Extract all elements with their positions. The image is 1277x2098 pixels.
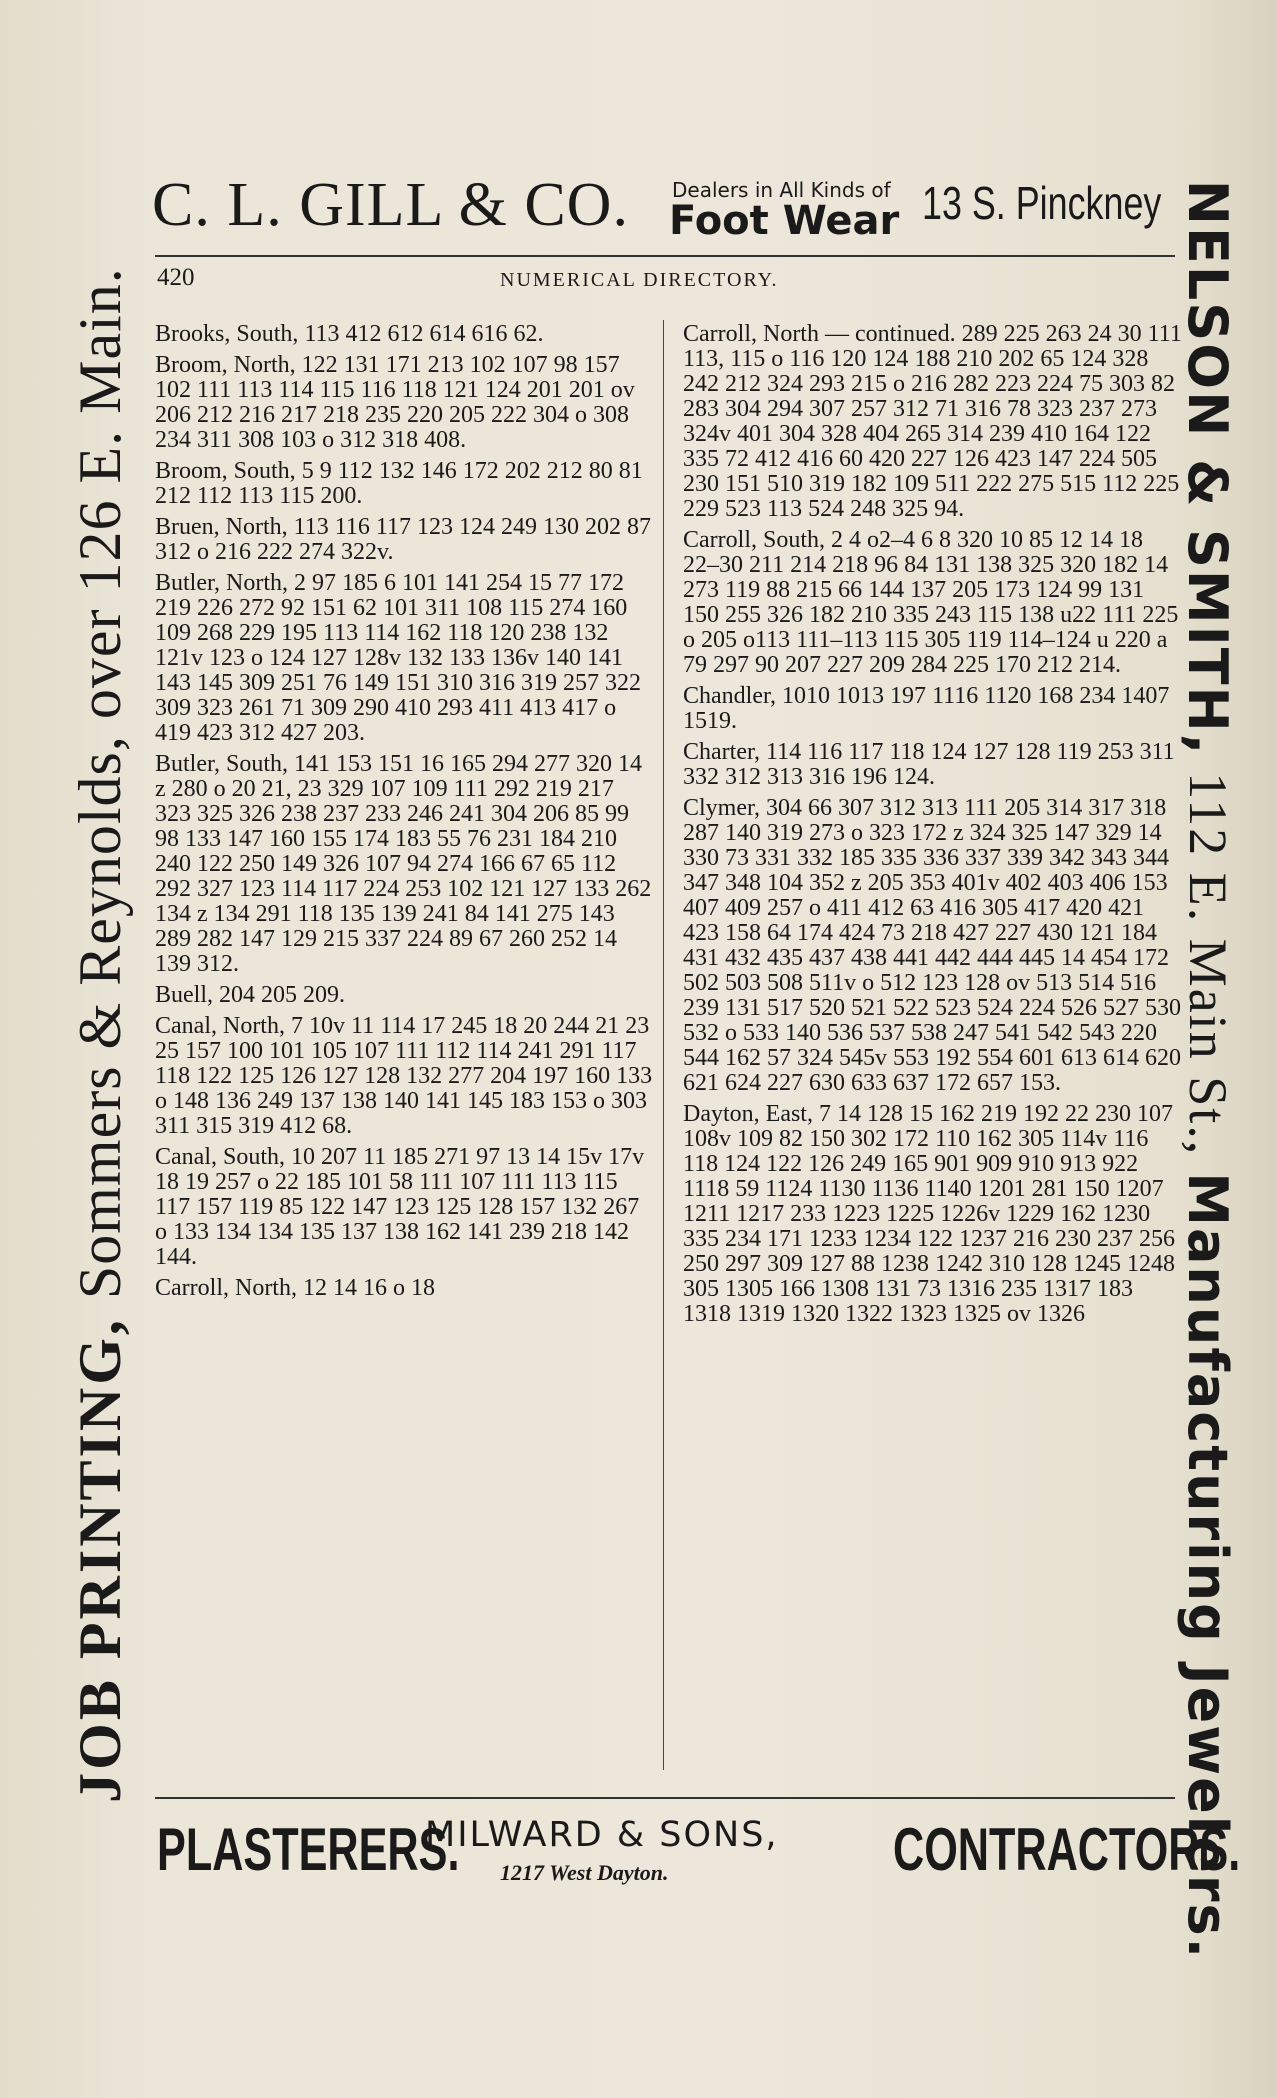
street-entry [155, 571, 655, 746]
house-numbers: 7 10v 11 114 17 245 18 20 244 21 23 25 157 100 101 105 107 111 112 114 241 291 117 118 122 125 126 127 128 132 277 204 197 160 133 o 148 136 249 137 138 140 141 145 183 153 o 303 311 315 319 412 68. [155, 1013, 653, 1139]
street-entry [155, 983, 655, 1008]
side-advertisement-right [1173, 175, 1243, 1965]
house-numbers: 289 225 263 24 30 111 113, 115 o 116 120 124 188 210 202 65 124 328 242 212 324 293 215 o 216 282 223 224 75 303 82 283 304 294 307 257 312 71 316 78 323 237 273 324v 401 304 328 404 265 314 239 410 164 122 335 72 412 416 60 420 227 126 423 147 224 505 230 151 510 319 182 109 511 222 275 515 112 225 229 523 113 524 248 325 94. [683, 321, 1182, 522]
street-name: Dayton, East, [683, 1101, 813, 1127]
street-entry [155, 459, 655, 509]
dealers-text: Dealers in All Kinds of [672, 178, 891, 202]
street-name: Carroll, North, [155, 1275, 297, 1301]
house-numbers: 5 9 112 132 146 172 202 212 80 81 212 112 113 115 200. [155, 458, 643, 509]
street-name: Canal, North, [155, 1013, 285, 1039]
house-numbers: 304 66 307 312 313 111 205 314 317 318 287 140 319 273 o 323 172 z 324 325 147 329 14 330 73 331 332 185 335 336 337 339 342 343 344 347 348 104 352 z 205 353 401v 402 403 406 153 407 409 257 o 411 412 63 416 305 417 420 421 423 158 64 174 424 73 218 427 227 430 121 184 431 432 435 437 438 441 442 444 445 14 454 172 502 503 508 511v o 512 123 128 ov 513 514 516 239 131 517 520 521 522 523 524 224 526 527 530 532 o 533 140 536 537 538 247 541 542 543 220 544 162 57 324 545v 553 192 554 601 613 614 620 621 624 227 630 633 637 172 657 153. [683, 795, 1181, 1096]
house-numbers: 10 207 11 185 271 97 13 14 15v 17v 18 19 257 o 22 185 101 58 111 107 111 113 115 117 157 119 85 122 147 123 125 128 157 132 267 o 133 134 134 135 137 138 162 141 239 218 142 144. [155, 1144, 645, 1270]
right-column [683, 322, 1183, 1333]
header-rule [155, 255, 1175, 257]
foot-wear-text: Foot Wear [669, 198, 900, 244]
street-name: Charter, [683, 739, 761, 765]
house-numbers: 204 205 209. [219, 982, 345, 1008]
house-numbers: 7 14 128 15 162 219 192 22 230 107 108v 109 82 150 302 172 110 162 305 114v 116 118 124 122 126 249 165 901 909 910 913 922 1118 59 1124 1130 1136 1140 1201 281 150 1207 1211 1217 233 1223 1225 1226v 1229 162 1230 335 234 171 1233 1234 122 1237 216 230 237 256 250 297 309 127 88 1238 1242 310 128 1245 1248 305 1305 166 1308 131 73 1316 235 1317 183 1318 1319 1320 1322 1323 1325 ov 1326 [683, 1101, 1175, 1327]
sommers-reynolds-text: Sommers & Reynolds, over 126 E. Main. [66, 267, 133, 1300]
house-numbers: 12 14 16 o 18 [302, 1275, 435, 1301]
milward-sons-text: MILWARD & SONS, [425, 1815, 779, 1855]
street-name: Carroll, North — continued. [683, 321, 956, 347]
contractors-text: CONTRACTORS. [893, 1816, 1241, 1883]
column-divider [663, 320, 664, 1770]
page-number: 420 [157, 264, 195, 291]
street-entry [683, 684, 1183, 734]
nelson-smith-text: NELSON & SMITH, [1176, 179, 1240, 757]
footer-rule [155, 1797, 1175, 1799]
plasterers-text: PLASTERERS. [157, 1816, 460, 1883]
company-address: 13 S. Pinckney [922, 177, 1162, 229]
street-name: Broom, North, [155, 352, 296, 378]
house-numbers: 113 412 612 614 616 62. [304, 321, 544, 347]
street-name: Clymer, [683, 795, 761, 821]
house-numbers: 2 97 185 6 101 141 254 15 77 172 219 226 272 92 151 62 101 311 108 115 274 160 109 268 229 195 113 114 162 118 120 238 132 121v 123 o 124 127 128v 132 133 136v 140 141 143 145 309 251 76 149 151 310 316 319 257 322 309 323 261 71 309 290 410 293 411 413 417 o 419 423 312 427 203. [155, 570, 641, 746]
street-name: Canal, South, [155, 1144, 285, 1170]
street-name: Butler, North, [155, 570, 289, 596]
street-name: Buell, [155, 982, 213, 1008]
street-name: Butler, South, [155, 751, 289, 777]
nelson-smith-address: 112 E. Main St., [1178, 772, 1238, 1157]
street-entry [155, 1014, 655, 1139]
house-numbers: 2 4 o2–4 6 8 320 10 85 12 14 18 22–30 211 214 218 96 84 131 138 325 320 182 14 273 119 88 215 66 144 137 205 173 124 99 131 150 255 326 182 210 335 243 115 138 u22 111 225 o 205 o113 111–113 115 305 119 114–124 u 220 a 79 297 90 207 227 209 284 225 170 212 214. [683, 527, 1179, 678]
company-name: C. L. GILL & CO. [152, 171, 629, 239]
page-title: NUMERICAL DIRECTORY. [500, 269, 779, 291]
street-entry [683, 1102, 1183, 1327]
street-entry [683, 528, 1183, 678]
house-numbers: 141 153 151 16 165 294 277 320 14 z 280 o 20 21, 23 329 107 109 111 292 219 217 323 325 326 238 237 233 246 241 304 206 85 99 98 133 147 160 155 174 183 55 76 231 184 210 240 122 250 149 326 107 94 274 166 67 65 112 292 327 123 114 117 224 253 102 121 127 133 262 134 z 134 291 118 135 139 241 84 141 275 143 289 282 147 129 215 337 224 89 67 260 252 14 139 312. [155, 751, 652, 977]
street-entry [155, 752, 655, 977]
manufacturing-jewelers-text: Manufacturing Jewelers. [1176, 1172, 1240, 1961]
street-entry [155, 322, 655, 347]
street-name: Carroll, South, [683, 527, 825, 553]
street-entry [155, 1276, 655, 1301]
street-entry [683, 796, 1183, 1096]
street-entry [155, 353, 655, 453]
left-column [155, 322, 655, 1307]
house-numbers: 1010 1013 197 1116 1120 168 234 1407 1519. [683, 683, 1170, 734]
footer-advertisement [155, 1805, 1241, 1895]
street-entry [155, 515, 655, 565]
street-name: Chandler, [683, 683, 777, 709]
house-numbers: 114 116 117 118 124 127 128 119 253 311 332 312 313 316 196 124. [683, 739, 1175, 790]
job-printing-text: JOB PRINTING, [66, 1317, 133, 1803]
street-entry [683, 740, 1183, 790]
house-numbers: 122 131 171 213 102 107 98 157 102 111 113 114 115 116 118 121 124 201 201 ov 206 212 216 217 218 235 220 205 222 304 o 308 234 311 308 103 o 312 318 408. [155, 352, 635, 453]
side-advertisement-left [60, 145, 140, 1925]
street-name: Broom, South, [155, 458, 296, 484]
house-numbers: 113 116 117 123 124 249 130 202 87 312 o 216 222 274 322v. [155, 514, 651, 565]
street-entry [155, 1145, 655, 1270]
street-name: Bruen, North, [155, 514, 288, 540]
header-advertisement [152, 170, 1177, 255]
street-entry [683, 322, 1183, 522]
street-name: Brooks, South, [155, 321, 299, 347]
milward-address: 1217 West Dayton. [500, 1860, 669, 1885]
